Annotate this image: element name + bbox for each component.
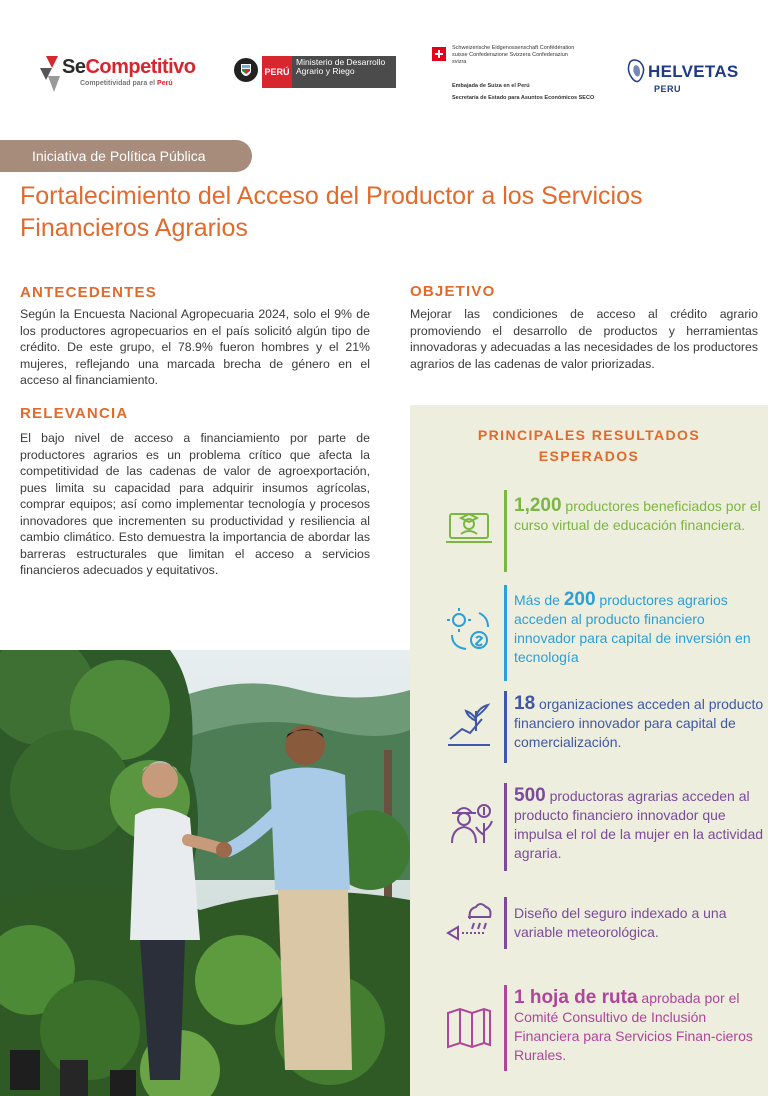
tech-money-cycle-icon — [444, 605, 494, 655]
swiss-flag-icon — [432, 47, 446, 61]
results-panel — [410, 405, 768, 1096]
antecedentes-text: Según la Encuesta Nacional Agropecuaria 2024, solo el 9% de los productores agropecuarios en el país solicitó algún tipo de crédito. De este grupo, el 78.9% fueron hombres y el 21% mujeres, reflejando una marcada brecha de género en el acceso al financiamiento. — [20, 307, 370, 387]
result-item — [440, 897, 760, 949]
peru-badge: PERÚ — [262, 56, 292, 88]
result-divider — [504, 585, 507, 681]
relevancia-text: El bajo nivel de acceso a financiamiento por parte de productores agrarios es un problema crítico que afecta la competitividad de las cadenas de valor de agroexportación, pues limita su capacidad para adquirir insumos agrícolas, comprar equipos; así como implementar tecnología y procesos innovadores que incrementen su productividad y resiliencia al cambio climático. Esto demuestra la importancia de abordar las barreras estructurales que limitan el acceso a servicios financieros adecuados y equitativos. — [20, 431, 370, 577]
midagri-logo — [232, 52, 402, 92]
secompetitivo-name: SeCompetitivo — [62, 56, 196, 78]
result-text: 1,200 productores beneficiados por el curso virtual de educación financiera. — [514, 495, 761, 533]
seco-text: Secretaría de Estado para Asuntos Económicos SECO — [452, 95, 595, 101]
page-title: Fortalecimiento del Acceso del Productor a los Servicios Financieros Agrarios — [20, 182, 643, 242]
secompetitivo-mark-icon — [38, 54, 62, 94]
results-title-text: PRINCIPALES RESULTADOS ESPERADOS — [477, 427, 701, 464]
relevancia-heading: RELEVANCIA — [20, 405, 129, 422]
graduate-laptop-icon — [444, 502, 494, 552]
swiss-confederation-text: Schweizerische Eidgenossenschaft Confédération suisse Confederazione Svizzera Confederaziun svizra — [452, 45, 575, 65]
peru-coat-of-arms-icon — [232, 56, 260, 86]
objetivo-heading: OBJETIVO — [410, 283, 496, 300]
result-divider — [504, 691, 507, 763]
result-divider — [504, 490, 507, 572]
result-text: 500 productoras agrarias acceden al producto financiero innovador que impulsa el rol de la mujer en la actividad agraria. — [514, 785, 764, 861]
result-divider — [504, 783, 507, 871]
result-divider — [504, 985, 507, 1071]
weather-insurance-icon — [444, 899, 494, 949]
initiative-tag: Iniciativa de Política Pública — [0, 140, 252, 172]
results-title — [410, 425, 768, 467]
result-text: Más de 200 productores agrarios acceden al producto financiero innovador para capital de inversión en tecnología — [514, 589, 751, 665]
result-item — [440, 490, 760, 572]
logo-bar — [0, 40, 768, 110]
ministry-name: Ministerio de Desarrollo Agrario y Riego — [292, 56, 396, 88]
result-item — [440, 985, 760, 1071]
secompetitivo-logo — [38, 54, 196, 98]
woman-farmer-icon — [444, 799, 494, 849]
plant-growth-chart-icon — [444, 701, 494, 751]
result-item — [440, 691, 764, 763]
farmers-handshake-photo — [0, 650, 410, 1096]
helvetas-logo — [624, 56, 754, 100]
result-item — [440, 783, 764, 871]
secompetitivo-tagline: Competitividad para el Perú — [80, 80, 173, 87]
objetivo-text: Mejorar las condiciones de acceso al crédito agrario promoviendo el desarrollo de productos y herramientas innovadoras y adecuadas a las necesidades de los productores agrarios de las cadenas de valor priorizadas. — [410, 307, 758, 371]
swiss-embassy-text: Embajada de Suiza en el Perú — [452, 83, 530, 89]
result-item — [440, 585, 760, 681]
result-text: Diseño del seguro indexado a una variable meteorológica. — [514, 905, 727, 940]
result-text: 18 organizaciones acceden al producto financiero innovador para capital de comercialización. — [514, 693, 764, 750]
helvetas-name: HELVETAS — [648, 62, 739, 81]
result-divider — [504, 897, 507, 949]
antecedentes-heading: ANTECEDENTES — [20, 284, 157, 301]
roadmap-icon — [444, 1003, 494, 1053]
result-text: 1 hoja de ruta aprobada por el Comité Consultivo de Inclusión Financiera para Servicios Finan-cieros Rurales. — [514, 987, 753, 1063]
swiss-embassy-logo — [432, 45, 602, 105]
helvetas-country: PERU — [654, 84, 682, 94]
